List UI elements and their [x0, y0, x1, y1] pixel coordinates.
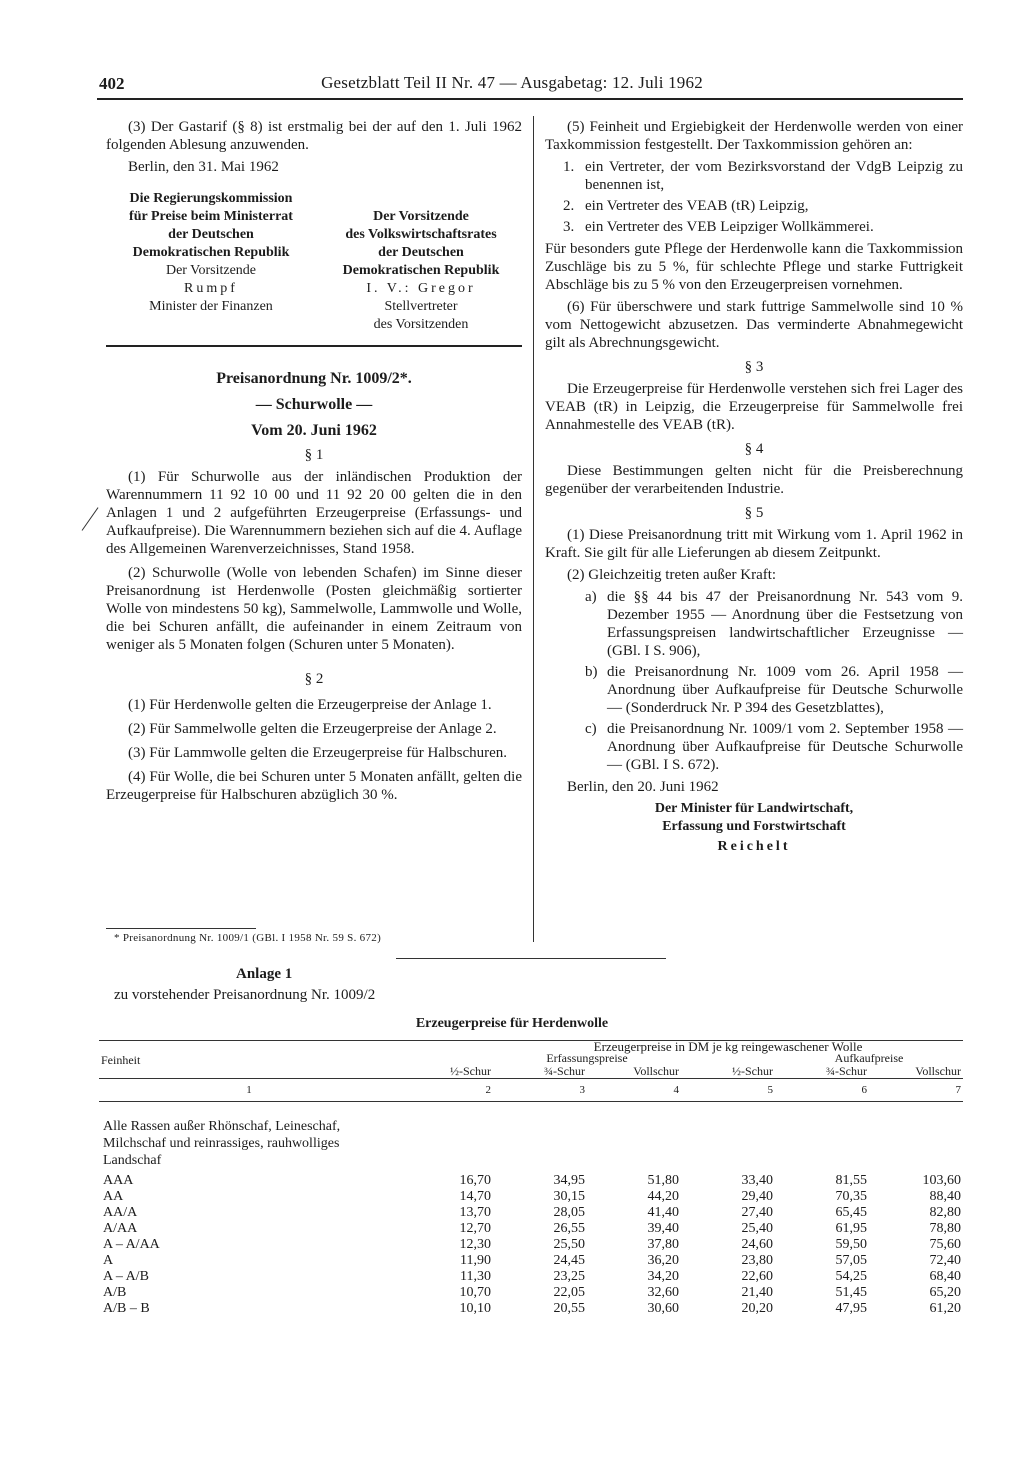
list-item [585, 720, 963, 774]
table-row [99, 1253, 963, 1269]
price-cell: 33,40 [741, 1173, 773, 1188]
section-3-heading: § 3 [744, 359, 764, 375]
section-2-para-4: (4) Für Wolle, die bei Schuren unter 5 Monaten anfällt, gelten die Erzeugerpreise für Halbschuren abzüglich 30 %. [106, 769, 522, 803]
price-cell: 23,25 [553, 1269, 585, 1284]
sig-right-line4: Demokratischen Republik [342, 263, 500, 278]
column-divider [533, 116, 534, 942]
place-date-1: Berlin, den 31. Mai 1962 [128, 159, 279, 175]
price-cell: 65,20 [929, 1285, 961, 1300]
price-cell: 30,60 [647, 1301, 679, 1316]
col-number-1: 1 [246, 1084, 252, 1096]
minister-title-2: Erfassung und Forstwirtschaft [662, 819, 846, 834]
col-group-aufkauf: Aufkaufpreise [834, 1051, 904, 1065]
price-cell: 82,80 [929, 1205, 961, 1220]
col-header-5: ½-Schur [732, 1064, 773, 1078]
section-1-para-1: (1) Für Schurwolle aus der inländischen Produktion der Warennummern 11 92 10 00 und 11 92 20 00 gelten die in den Anlagen 1 und 2 aufgeführten Erzeugerpreise (Erfassungs- und Aufkaufpreise). Die Warennummern beziehen sich auf die 4. Auflage des Allgemeinen Warenverzeichnisses, Stand 1958. [106, 469, 522, 557]
price-cell: 21,40 [741, 1285, 773, 1300]
list-item-text: ein Vertreter, der vom Bezirksvorstand der VdgB Leipzig zu benennen ist, [585, 159, 963, 193]
sig-right-role2: des Vorsitzenden [373, 317, 469, 332]
table-row [99, 1285, 963, 1301]
price-cell: 36,20 [647, 1253, 679, 1268]
price-cell: 20,20 [741, 1301, 773, 1316]
ordinance-title: Preisanordnung Nr. 1009/2*. [216, 370, 412, 387]
list-item [563, 197, 963, 215]
price-cell: 14,70 [459, 1189, 491, 1204]
para-6: (6) Für überschwere und stark futtrige Sammelwolle sind 10 % vom Nettogewicht abzusetzen. Das verminderte Abnahmegewicht gilt als Abrechnungsgewicht. [545, 299, 963, 351]
para-5b: Für besonders gute Pflege der Herdenwolle kann die Taxkommission Zuschläge bis zu 5 %, für schlechte Pflege und starke Futtrigkeit Abschläge bis zu 5 % von den Erzeugerpreisen vornehmen. [545, 241, 963, 293]
section-1-para-2: (2) Schurwolle (Wolle von lebenden Schafen) im Sinne dieser Preisanordnung ist Herdenwolle (Posten gleichmäßig sortierter Wolle von mindestens 50 kg), Sammelwolle, Lammwolle und Wolle, die bei Schuren anfällt, die aufeinander in einem Zeitraum von weniger als 5 Monaten folgen (Schuren unter 5 Monaten). [106, 565, 522, 653]
col-header-6: ¾-Schur [826, 1064, 867, 1078]
table-row [99, 1269, 963, 1285]
price-cell: 88,40 [929, 1189, 961, 1204]
list-item [585, 588, 963, 660]
section-2-para-2: (2) Für Sammelwolle gelten die Erzeugerpreise der Anlage 2. [128, 721, 497, 737]
minister-signature [545, 800, 963, 856]
list-item-number: 2. [563, 198, 575, 214]
section-5-para-1: (1) Diese Preisanordnung tritt mit Wirkung vom 1. April 1962 in Kraft. Sie gilt für alle Lieferungen ab diesem Zeitpunkt. [545, 527, 963, 561]
minister-title-1: Der Minister für Landwirtschaft, [654, 801, 854, 816]
price-cell: 10,70 [459, 1285, 491, 1300]
margin-pen-mark [82, 507, 99, 531]
price-cell: 47,95 [835, 1301, 867, 1316]
feinheit-cell: A – A/AA [103, 1237, 160, 1252]
list-item-letter: c) [585, 721, 597, 737]
table-row [99, 1173, 963, 1189]
col-header-2: ½-Schur [450, 1064, 491, 1078]
sig-left-line1: Die Regierungskommission [129, 191, 293, 206]
price-cell: 51,45 [835, 1285, 867, 1300]
price-cell: 65,45 [835, 1205, 867, 1220]
price-cell: 75,60 [929, 1237, 961, 1252]
price-cell: 61,95 [835, 1221, 867, 1236]
price-cell: 28,05 [553, 1205, 585, 1220]
group-label: Alle Rassen außer Rhönschaf, Leineschaf, Milchschaf und reinrassiges, rauhwolliges Landschaf [103, 1119, 341, 1168]
section-2-heading: § 2 [304, 671, 324, 687]
section-rule [106, 345, 522, 347]
list-item-text: ein Vertreter des VEAB (tR) Leipzig, [585, 198, 809, 214]
repeal-list [545, 588, 963, 774]
price-cell: 34,95 [553, 1173, 585, 1188]
sig-right-role1: Stellvertreter [384, 299, 458, 314]
table-row [99, 1237, 963, 1253]
col-header-7: Vollschur [915, 1064, 961, 1078]
price-cell: 22,60 [741, 1269, 773, 1284]
section-4-para: Diese Bestimmungen gelten nicht für die Preisberechnung gegenüber der verarbeitenden Industrie. [545, 463, 963, 497]
price-cell: 24,45 [553, 1253, 585, 1268]
col-group-erfassung: Erfassungspreise [546, 1051, 628, 1065]
price-cell: 10,10 [459, 1301, 491, 1316]
sig-left-line3: der Deutschen [168, 227, 254, 242]
anlage-subtitle: zu vorstehender Preisanordnung Nr. 1009/2 [114, 987, 376, 1003]
table-group-row [99, 1102, 963, 1174]
section-5-para-2: (2) Gleichzeitig treten außer Kraft: [567, 567, 777, 583]
price-cell: 78,80 [929, 1221, 961, 1236]
list-item-text: ein Vertreter des VEB Leipziger Wollkämmerei. [585, 219, 874, 235]
price-cell: 37,80 [647, 1237, 679, 1252]
signature-block-right [316, 208, 526, 334]
price-cell: 26,55 [553, 1221, 585, 1236]
price-cell: 61,20 [929, 1301, 961, 1316]
price-cell: 27,40 [741, 1205, 773, 1220]
list-item-text: die Preisanordnung Nr. 1009/1 vom 2. September 1958 — Anordnung über Aufkaufpreise für Deutsche Schurwolle — (GBl. I S. 672). [607, 721, 963, 773]
list-item [563, 158, 963, 194]
paragraph-gastarif: (3) Der Gastarif (§ 8) ist erstmalig bei der auf den 1. Juli 1962 folgenden Ablesung anzuwenden. [106, 119, 522, 153]
feinheit-cell: AA [103, 1189, 124, 1204]
col-header-4: Vollschur [633, 1064, 679, 1078]
price-cell: 103,60 [922, 1173, 961, 1188]
price-cell: 39,40 [647, 1221, 679, 1236]
right-column [545, 118, 963, 856]
col-super-header: Erzeugerpreise in DM je kg reingewaschener Wolle [593, 1039, 863, 1054]
list-item-text: die §§ 44 bis 47 der Preisanordnung Nr. 543 vom 9. Dezember 1955 — Anordnung über die Festsetzung von Erfassungspreisen landwirtschaftlicher Erzeugnisse — (GBl. I S. 906), [607, 589, 963, 659]
table-row [99, 1205, 963, 1221]
table-title: Erzeugerpreise für Herdenwolle [415, 1016, 609, 1031]
table-col-number-row [99, 1079, 963, 1102]
list-item-letter: b) [585, 664, 598, 680]
price-cell: 23,80 [741, 1253, 773, 1268]
table-row [99, 1221, 963, 1237]
signature-block-left [106, 190, 316, 316]
price-cell: 70,35 [835, 1189, 867, 1204]
feinheit-cell: A [103, 1253, 114, 1268]
price-cell: 29,40 [741, 1189, 773, 1204]
price-cell: 57,05 [835, 1253, 867, 1268]
table-row [99, 1301, 963, 1317]
para-5: (5) Feinheit und Ergiebigkeit der Herdenwolle werden von einer Taxkommission festgestellt. Der Taxkommission gehören an: [545, 119, 963, 153]
feinheit-cell: A/B [103, 1285, 127, 1300]
col-number-7: 7 [955, 1084, 961, 1096]
sig-right-line2: des Volkswirtschaftsrates [345, 227, 497, 242]
price-cell: 16,70 [459, 1173, 491, 1188]
footnote: * Preisanordnung Nr. 1009/1 (GBl. I 1958 Nr. 59 S. 672) [114, 932, 382, 944]
col-header-3: ¾-Schur [544, 1064, 585, 1078]
price-cell: 25,40 [741, 1221, 773, 1236]
price-cell: 13,70 [459, 1205, 491, 1220]
minister-name: Reichelt [717, 839, 791, 854]
footnote-rule [106, 928, 256, 929]
list-item-text: die Preisanordnung Nr. 1009 vom 26. April 1958 — Anordnung über Aufkaufpreise für Deutsche Schurwolle — (Sonderdruck Nr. P 394 des Gesetzblattes), [607, 664, 963, 716]
list-item-number: 1. [563, 159, 575, 175]
price-cell: 59,50 [835, 1237, 867, 1252]
sig-left-role: Minister der Finanzen [149, 299, 273, 314]
left-column [106, 118, 522, 180]
table-row [99, 1189, 963, 1205]
section-4-heading: § 4 [744, 441, 764, 457]
price-cell: 12,30 [459, 1237, 491, 1252]
list-item-letter: a) [585, 589, 597, 605]
section-2-para-1: (1) Für Herdenwolle gelten die Erzeugerpreise der Anlage 1. [128, 697, 492, 713]
sig-left-line4: Demokratischen Republik [132, 245, 290, 260]
sig-right-line1: Der Vorsitzende [373, 209, 469, 224]
running-title: Gesetzblatt Teil II Nr. 47 — Ausgabetag: 12. Juli 1962 [321, 73, 703, 92]
price-cell: 30,15 [553, 1189, 585, 1204]
feinheit-cell: A/AA [103, 1221, 138, 1236]
commission-list [545, 158, 963, 236]
price-cell: 41,40 [647, 1205, 679, 1220]
list-item-number: 3. [563, 219, 575, 235]
place-date-2: Berlin, den 20. Juni 1962 [567, 779, 719, 795]
price-cell: 11,90 [460, 1253, 491, 1268]
sig-right-line3: der Deutschen [378, 245, 464, 260]
price-cell: 11,30 [460, 1269, 491, 1284]
col-header-feinheit: Feinheit [101, 1052, 141, 1067]
col-number-3: 3 [579, 1084, 585, 1096]
section-5-heading: § 5 [744, 505, 764, 521]
section-3-para: Die Erzeugerpreise für Herdenwolle verstehen sich frei Lager des VEAB (tR) in Leipzig, die Erzeugerpreise für Sammelwolle frei Annahmestelle des VEAB (tR). [545, 381, 963, 433]
price-cell: 12,70 [459, 1221, 491, 1236]
price-cell: 51,80 [647, 1173, 679, 1188]
ordinance-subtitle: — Schurwolle — [255, 396, 373, 413]
feinheit-cell: AAA [103, 1173, 134, 1188]
price-cell: 22,05 [553, 1285, 585, 1300]
price-cell: 72,40 [929, 1253, 961, 1268]
section-1-heading: § 1 [304, 447, 324, 463]
list-item [585, 663, 963, 717]
ordinance-title-block [106, 366, 522, 444]
sig-left-line2: für Preise beim Ministerrat [129, 209, 293, 224]
feinheit-cell: A/B – B [103, 1301, 150, 1316]
table-header-row-1 [99, 1041, 963, 1054]
sig-left-line5: Der Vorsitzende [165, 263, 257, 278]
price-table [99, 1040, 963, 1317]
sig-right-name: I. V.: Gregor [366, 281, 476, 296]
price-cell: 24,60 [741, 1237, 773, 1252]
col-number-4: 4 [673, 1084, 679, 1096]
price-cell: 54,25 [835, 1269, 867, 1284]
left-column-body [106, 446, 522, 808]
header-rule [97, 98, 963, 100]
col-number-5: 5 [767, 1084, 773, 1096]
price-cell: 25,50 [553, 1237, 585, 1252]
price-cell: 81,55 [835, 1173, 867, 1188]
page-number: 402 [99, 74, 125, 93]
price-cell: 32,60 [647, 1285, 679, 1300]
price-cell: 34,20 [647, 1269, 679, 1284]
anlage-label: Anlage 1 [236, 966, 293, 982]
col-number-6: 6 [861, 1084, 867, 1096]
anlage-rule [396, 958, 666, 959]
price-cell: 68,40 [929, 1269, 961, 1284]
sig-left-name: Rumpf [184, 281, 238, 296]
section-2-para-3: (3) Für Lammwolle gelten die Erzeugerpreise für Halbschuren. [128, 745, 508, 761]
feinheit-cell: A – A/B [103, 1269, 149, 1284]
feinheit-cell: AA/A [103, 1205, 138, 1220]
price-cell: 44,20 [647, 1189, 679, 1204]
list-item [563, 218, 963, 236]
price-cell: 20,55 [553, 1301, 585, 1316]
col-number-2: 2 [485, 1084, 491, 1096]
table-body [99, 1173, 963, 1317]
ordinance-date: Vom 20. Juni 1962 [251, 422, 377, 439]
